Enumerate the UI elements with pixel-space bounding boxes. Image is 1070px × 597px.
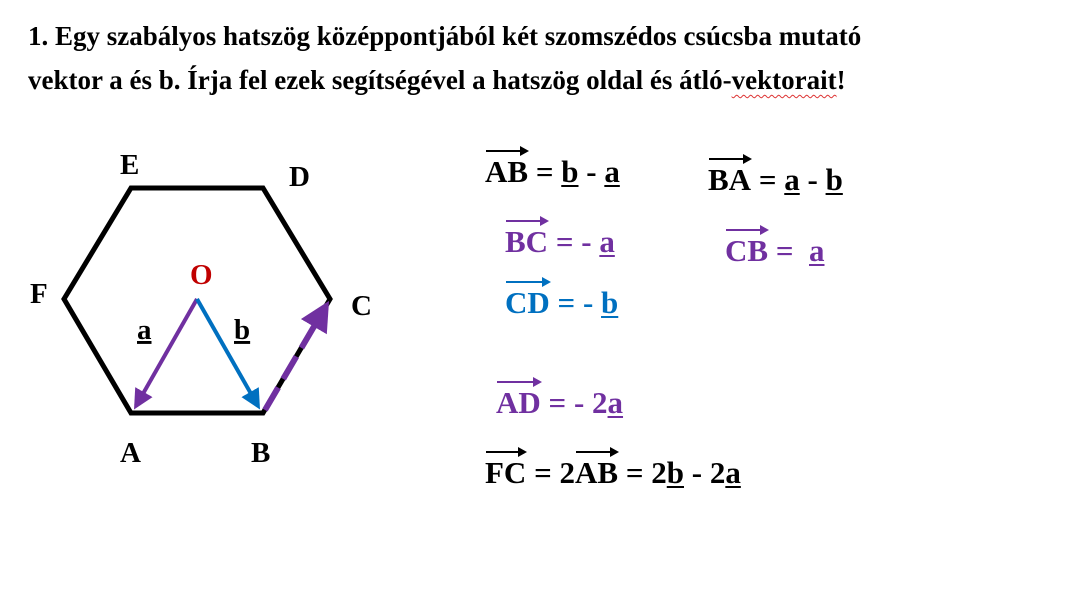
- equation-fc: FC = 2AB = 2b - 2a: [485, 455, 741, 490]
- spellcheck-flagged-word: vektorait: [731, 65, 837, 95]
- vector-ad: AD: [496, 385, 541, 420]
- equation-cb: CB = a: [725, 233, 825, 268]
- equation-cd: CD = - b: [505, 285, 619, 320]
- center-label-o: O: [190, 259, 213, 291]
- vector-bc: BC: [505, 224, 549, 259]
- vector-ab-in-fc: AB: [575, 455, 619, 490]
- problem-line-1: 1. Egy szabályos hatszög középpontjából két szomszédos csúcsba mutató: [28, 21, 862, 51]
- vector-cb: CB: [725, 233, 769, 268]
- problem-line-2-start: vektor a és b. Írja fel ezek segítségével a hatszög oldal és átló-: [28, 65, 732, 95]
- equation-ab: AB = b - a: [485, 154, 620, 189]
- equation-ad: AD = - 2a: [496, 385, 624, 420]
- problem-line-2-end: !: [836, 65, 846, 95]
- vertex-label-e: E: [120, 149, 140, 181]
- vertex-label-a: A: [120, 437, 141, 469]
- vector-a-label: a: [137, 314, 152, 346]
- vertex-label-f: F: [30, 278, 48, 310]
- equation-ba: BA = a - b: [708, 162, 843, 197]
- vector-ba: BA: [708, 162, 752, 197]
- vector-b-label: b: [234, 314, 251, 346]
- vector-fc: FC: [485, 455, 527, 490]
- equation-bc: BC = - a: [505, 224, 615, 259]
- vector-ab: AB: [485, 154, 529, 189]
- vertex-label-b: B: [251, 437, 271, 469]
- vertex-label-d: D: [289, 161, 310, 193]
- vector-cd: CD: [505, 285, 550, 320]
- vertex-label-c: C: [351, 290, 372, 322]
